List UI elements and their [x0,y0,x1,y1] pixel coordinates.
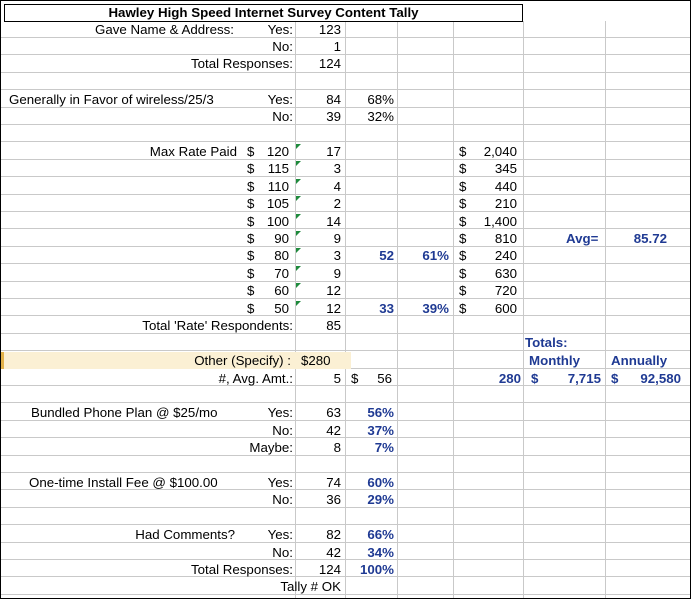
comments-total-label: Total Responses: [191,562,293,577]
bundled-no-count: 42 [326,423,341,438]
totals-monthly-value: 7,715 [567,371,601,386]
comments-yes-count: 82 [326,527,341,542]
gridline [1,176,690,177]
rate-group-count: 52 [379,248,394,263]
rate-total: 240 [494,248,517,263]
rate-total-dollar: $ [459,214,467,229]
rate-total-dollar: $ [459,231,467,246]
cell-indicator-icon [296,179,301,184]
rate-amount: 110 [267,179,289,194]
rate-count: 17 [326,144,341,159]
rate-count: 12 [326,283,341,298]
favor-yes-count: 84 [326,92,341,107]
comments-total-count: 124 [318,562,341,577]
rate-amount: 80 [274,248,289,263]
cell-indicator-icon [296,144,301,149]
comments-label: Had Comments? [135,527,235,542]
other-label: Other (Specify) : [194,353,291,368]
rate-dollar-sign: $ [247,196,255,211]
comments-no-count: 42 [326,545,341,560]
rate-total: 630 [494,266,517,281]
rate-total-dollar: $ [459,283,467,298]
bundled-maybe-pct: 7% [374,440,394,455]
rate-amount: 100 [266,214,289,229]
bundled-no-label: No: [272,423,293,438]
totals-header: Totals: [525,335,568,350]
bundled-label: Bundled Phone Plan @ $25/mo [31,405,218,420]
rates-total-label: Total 'Rate' Respondents: [142,318,293,333]
rate-total: 210 [494,196,517,211]
gridline [1,194,690,195]
gridline [1,298,690,299]
names-label: Gave Name & Address: [95,22,234,37]
rate-amount: 120 [266,144,289,159]
names-no-count: 1 [333,39,341,54]
install-label: One-time Install Fee @ $100.00 [29,475,218,490]
rate-total: 345 [494,161,517,176]
cell-indicator-icon [296,161,301,166]
rate-count: 9 [333,231,341,246]
bundled-no-pct: 37% [367,423,394,438]
avg-label: Avg= [566,231,599,246]
install-yes-pct: 60% [367,475,394,490]
rate-count: 14 [326,214,341,229]
rate-total: 2,040 [483,144,517,159]
cell-indicator-icon [296,283,301,288]
rate-group-count: 33 [379,301,394,316]
rate-total: 720 [494,283,517,298]
rate-total: 810 [494,231,517,246]
avg-value: 85.72 [633,231,667,246]
gridline [1,281,690,282]
rate-amount: 105 [266,196,289,211]
favor-no-count: 39 [326,109,341,124]
favor-no-label: No: [272,109,293,124]
rate-amount: 50 [274,301,289,316]
rate-dollar-sign: $ [247,144,255,159]
other-count: 5 [333,371,341,386]
cell-indicator-icon [296,248,301,253]
bundled-maybe-count: 8 [333,440,341,455]
favor-yes-label: Yes: [267,92,293,107]
rate-amount: 115 [267,161,289,176]
rate-total: 440 [494,179,517,194]
gridline [1,594,690,595]
other-avg-amount: 56 [377,371,392,386]
rate-count: 3 [333,161,341,176]
rate-total-dollar: $ [459,266,467,281]
comments-no-pct: 34% [367,545,394,560]
bundled-yes-count: 63 [326,405,341,420]
install-yes-count: 74 [326,475,341,490]
rate-group-pct: 39% [422,301,449,316]
rate-group-pct: 61% [422,248,449,263]
rate-dollar-sign: $ [247,283,255,298]
totals-annual-dollar: $ [611,371,619,386]
rate-total-dollar: $ [459,196,467,211]
rates-label: Max Rate Paid [149,144,237,159]
rate-count: 4 [333,179,341,194]
cell-indicator-icon [296,214,301,219]
rate-total: 600 [494,301,517,316]
rate-total: 1,400 [483,214,517,229]
totals-monthly-dollar: $ [531,371,539,386]
gridline [1,211,690,212]
names-no-label: No: [272,39,293,54]
install-no-count: 36 [326,492,341,507]
install-no-pct: 29% [367,492,394,507]
rate-amount: 90 [274,231,289,246]
rate-dollar-sign: $ [247,231,255,246]
other-avg-label: #, Avg. Amt.: [218,371,293,386]
totals-annually-label: Annually [611,353,668,368]
other-avg-dollar: $ [351,371,359,386]
rate-count: 9 [333,266,341,281]
cell-indicator-icon [296,266,301,271]
names-yes-count: 123 [318,22,341,37]
comments-yes-label: Yes: [267,527,293,542]
bundled-yes-label: Yes: [267,405,293,420]
rate-count: 2 [333,196,341,211]
bundled-maybe-label: Maybe: [249,440,293,455]
totals-annual-value: 92,580 [640,371,681,386]
rate-amount: 60 [274,283,289,298]
comments-yes-pct: 66% [367,527,394,542]
names-total-label: Total Responses: [191,56,293,71]
totals-count: 280 [498,371,521,386]
rate-total-dollar: $ [459,248,467,263]
gridline [1,472,690,473]
install-no-label: No: [272,492,293,507]
favor-label: Generally in Favor of wireless/25/3 [9,92,214,107]
rates-total-count: 85 [326,318,341,333]
bundled-yes-pct: 56% [367,405,394,420]
rate-count: 3 [333,248,341,263]
comments-no-label: No: [272,545,293,560]
sheet-title: Hawley High Speed Internet Survey Content Tally [4,4,523,22]
cell-indicator-icon [296,301,301,306]
rate-dollar-sign: $ [247,214,255,229]
other-value: $280 [301,353,331,368]
totals-monthly-label: Monthly [529,353,580,368]
favor-no-pct: 32% [367,109,394,124]
cell-indicator-icon [296,196,301,201]
rate-dollar-sign: $ [247,301,255,316]
rate-total-dollar: $ [459,144,467,159]
install-yes-label: Yes: [267,475,293,490]
rate-amount: 70 [274,266,289,281]
rate-dollar-sign: $ [247,266,255,281]
rate-dollar-sign: $ [247,161,255,176]
rate-total-dollar: $ [459,161,467,176]
tally-ok-note: Tally # OK [280,579,341,594]
favor-yes-pct: 68% [367,92,394,107]
names-yes-label: Yes: [267,22,293,37]
rate-total-dollar: $ [459,301,467,316]
rate-dollar-sign: $ [247,248,255,263]
cell-indicator-icon [296,231,301,236]
names-total-count: 124 [318,56,341,71]
rate-count: 12 [326,301,341,316]
comments-total-pct: 100% [359,562,394,577]
rate-dollar-sign: $ [247,179,255,194]
rate-total-dollar: $ [459,179,467,194]
